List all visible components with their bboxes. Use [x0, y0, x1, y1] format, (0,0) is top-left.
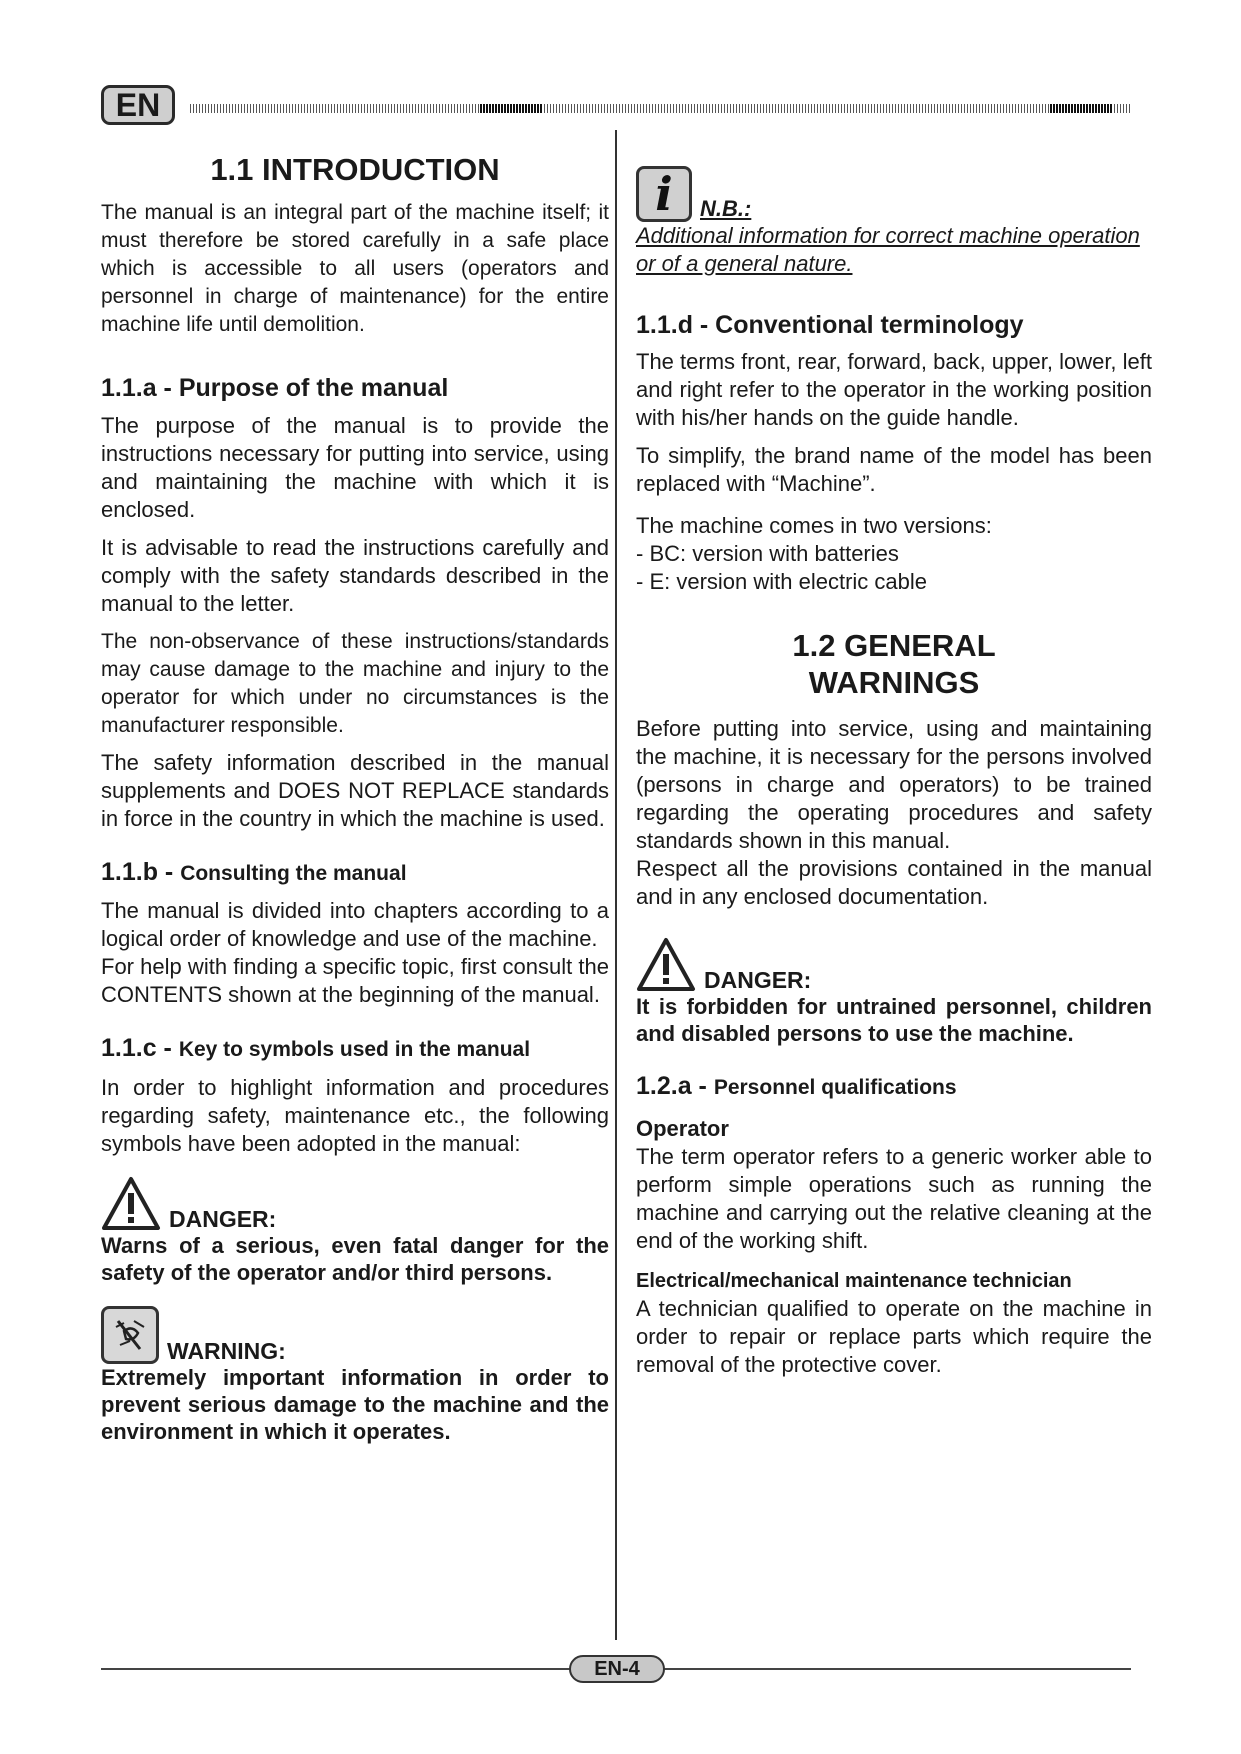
danger-symbol-row-2: [636, 937, 1152, 993]
nb-symbol-row: [636, 166, 1152, 222]
purpose-paragraph-2: It is advisable to read the instructions carefully and comply with the safety standards described in the manual to the letter.: [101, 534, 609, 616]
heading-consulting-text: Consulting the manual: [180, 861, 407, 885]
symbols-paragraph: In order to highlight information and procedures regarding safety, maintenance etc., the following symbols have been adopted in the manual:: [101, 1074, 609, 1156]
general-paragraph-1: Before putting into service, using and maintaining the machine, it is necessary for the persons involved (persons in charge and operators) to be trained regarding the operating procedures and safety standards shown in this manual.: [636, 716, 1152, 854]
version-e: - E: version with electric cable: [636, 569, 927, 594]
right-column: [636, 140, 1152, 1379]
left-column: [101, 140, 609, 1445]
terminology-paragraph-1: The terms front, rear, forward, back, upper, lower, left and right refer to the operator in the working position with his/her hands on the guide handle.: [636, 349, 1153, 430]
column-divider: [615, 130, 617, 1640]
version-bc: - BC: version with batteries: [636, 541, 899, 566]
versions-intro: The machine comes in two versions:: [636, 513, 992, 538]
danger-label-2: DANGER:: [704, 967, 812, 994]
general-title-line-1: 1.2 GENERAL: [792, 628, 996, 663]
heading-terminology: 1.1.d - Conventional terminology: [636, 311, 1024, 339]
intro-paragraph: The manual is an integral part of the machine itself; it must therefore be stored carefully in a safe place which is accessible to all users (operators and personnel in charge of maintenance) for the entire machine life until demolition.: [101, 200, 609, 336]
danger-label: DANGER:: [169, 1205, 277, 1232]
warning-description: Extremely important information in order to prevent serious damage to the machine and the environment in which it operates.: [101, 1364, 609, 1444]
section-title-introduction: 1.1 INTRODUCTION: [210, 152, 500, 187]
heading-qualifications-text: Personnel qualifications: [713, 1076, 957, 1100]
heading-consulting: [101, 857, 609, 887]
section-title-general-warnings: [636, 628, 1152, 701]
heading-symbols-number: 1.1.c -: [101, 1033, 179, 1062]
heading-qualifications: [636, 1071, 1152, 1101]
language-badge: EN: [101, 85, 175, 125]
terminology-paragraph-2: To simplify, the brand name of the model has been replaced with “Machine”.: [636, 443, 1152, 496]
heading-symbols: [101, 1033, 609, 1066]
warning-symbol-row: [101, 1306, 609, 1364]
operator-title: Operator: [636, 1116, 729, 1142]
danger-description: Warns of a serious, even fatal danger for the safety of the operator and/or third persons.: [101, 1232, 609, 1285]
heading-qualifications-number: 1.2.a -: [636, 1072, 714, 1101]
technician-title: Electrical/mechanical maintenance technician: [636, 1270, 1072, 1293]
purpose-paragraph-1: The purpose of the manual is to provide the instructions necessary for putting into service, using and maintaining the machine with which it is enclosed.: [101, 412, 609, 522]
nb-label: N.B.:: [700, 196, 752, 221]
heading-symbols-text: Key to symbols used in the manual: [178, 1037, 531, 1061]
danger-symbol-row: [101, 1176, 609, 1232]
consulting-paragraph-1: The manual is divided into chapters according to a logical order of knowledge and use of the machine.: [101, 897, 609, 951]
page-number-badge: EN-4: [569, 1655, 665, 1683]
danger-icon: [636, 937, 696, 993]
heading-consulting-number: 1.1.b -: [101, 857, 181, 886]
warning-label: WARNING:: [167, 1337, 286, 1364]
nb-description: Additional information for correct machine operation or of a general nature.: [636, 223, 1140, 276]
consulting-paragraph-2: For help with finding a specific topic, first consult the CONTENTS shown at the beginning of the manual.: [101, 953, 609, 1007]
warning-icon: [101, 1306, 159, 1364]
general-paragraph-2: Respect all the provisions contained in the manual and in any enclosed documentation.: [636, 856, 1152, 910]
purpose-paragraph-3: The non-observance of these instructions/standards may cause damage to the machine and injury to the operator for which under no circumstances is the manufacturer responsible.: [101, 629, 609, 737]
danger-description-2: It is forbidden for untrained personnel, children and disabled persons to use the machine.: [636, 994, 1152, 1047]
heading-purpose: 1.1.a - Purpose of the manual: [101, 373, 449, 402]
header-decorative-rule: [190, 104, 1130, 113]
operator-text: The term operator refers to a generic worker able to perform simple operations such as running the machine and carrying out the relative cleaning at the end of the working shift.: [636, 1144, 1152, 1254]
info-icon: i: [636, 166, 692, 222]
danger-icon: [101, 1176, 161, 1232]
technician-text: A technician qualified to operate on the machine in order to repair or replace parts which require the removal of the protective cover.: [636, 1296, 1152, 1378]
purpose-paragraph-4: The safety information described in the manual supplements and DOES NOT REPLACE standards in force in the country in which the machine is used.: [101, 749, 609, 831]
general-title-line-2: WARNINGS: [808, 664, 980, 700]
